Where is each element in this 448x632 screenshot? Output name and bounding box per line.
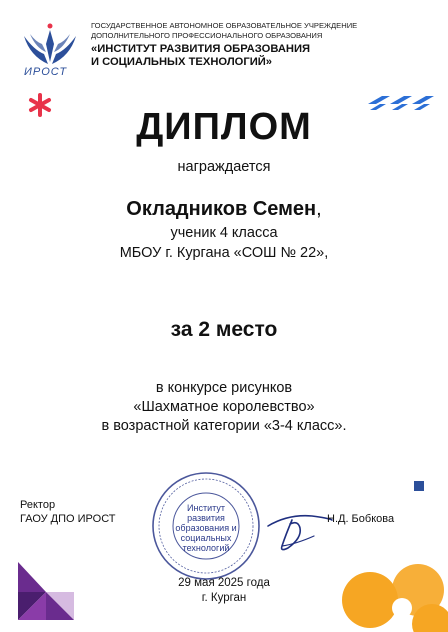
handwritten-signature: [262, 500, 338, 556]
contest-line-3: в возрастной категории «3-4 класс».: [101, 418, 347, 434]
contest-line-1: в конкурсе рисунков: [155, 380, 293, 396]
blue-square-decoration: [414, 481, 424, 491]
stamp-center-text: Институт развития образования и социальных технологий: [175, 503, 237, 553]
recipient: [0, 198, 448, 221]
class-line: ученик 4 класса: [170, 225, 278, 241]
issue-city: г. Курган: [201, 592, 247, 604]
recipient-name: Окладников Семен: [126, 198, 317, 220]
awarded-text: награждается: [177, 159, 271, 175]
recipient-suffix: ,: [316, 198, 322, 220]
purple-triangles-icon: [18, 562, 74, 620]
rector-position-line-1: Ректор: [20, 499, 56, 511]
logo-caption: ИРОСТ: [24, 66, 68, 78]
rector-position-line-2: ГАОУ ДПО ИРОСТ: [20, 513, 116, 525]
contest-line-2: «Шахматное королевство»: [133, 399, 315, 415]
school-line: МБОУ г. Кургана «СОШ № 22»,: [119, 245, 329, 261]
org-name-line-1: «ИНСТИТУТ РАЗВИТИЯ ОБРАЗОВАНИЯ: [91, 43, 311, 55]
place-text: за 2 место: [170, 318, 278, 341]
org-type-line-2: ДОПОЛНИТЕЛЬНОГО ПРОФЕССИОНАЛЬНОГО ОБРАЗОВАНИЯ: [91, 31, 323, 40]
signer-name: Н.Д. Бобкова: [327, 513, 395, 525]
org-type-line-1: ГОСУДАРСТВЕННОЕ АВТОНОМНОЕ ОБРАЗОВАТЕЛЬНОЕ УЧРЕЖДЕНИЕ: [91, 21, 358, 30]
orange-circles-icon: [340, 560, 448, 632]
diploma-title: ДИПЛОМ: [136, 106, 312, 148]
issue-date: 29 мая 2025 года: [178, 577, 270, 589]
org-name-line-2: И СОЦИАЛЬНЫХ ТЕХНОЛОГИЙ»: [91, 56, 273, 68]
